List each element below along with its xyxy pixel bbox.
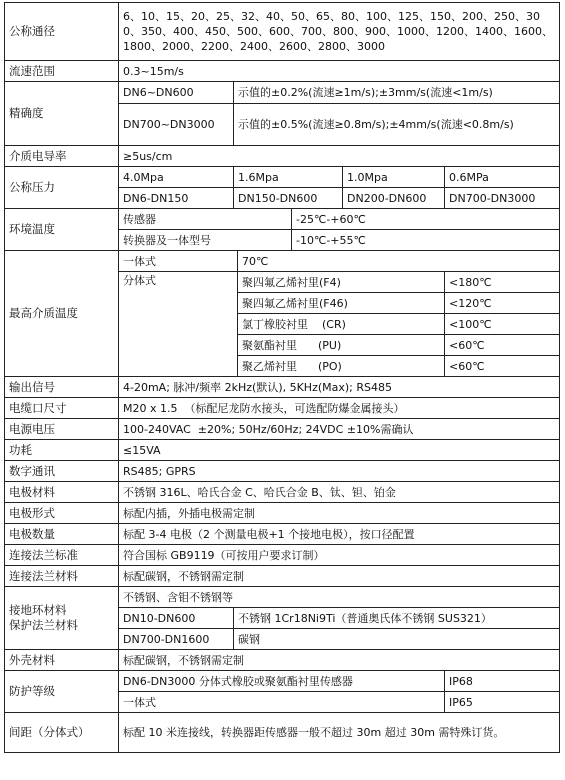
accuracy-value: 示值的±0.5%(流速≥0.8m/s);±4mm/s(流速<0.8m/s) bbox=[234, 104, 560, 146]
protection-name: 一体式 bbox=[119, 692, 445, 713]
row-label: 外壳材料 bbox=[5, 650, 119, 671]
row-value: 100-240VAC ±20%; 50Hz/60Hz; 24VDC ±10%需确认 bbox=[119, 419, 560, 440]
row-label: 精确度 bbox=[5, 82, 119, 146]
liner-value: <120℃ bbox=[445, 293, 560, 314]
accuracy-range: DN6~DN600 bbox=[119, 82, 234, 104]
row-label: 流速范围 bbox=[5, 61, 119, 82]
protect-flange-label: 保护法兰材料 bbox=[9, 618, 78, 632]
protection-name: DN6-DN3000 分体式橡胶或聚氨酯衬里传感器 bbox=[119, 671, 445, 692]
row-value: M20 x 1.5 （标配尼龙防水接头，可选配防爆金属接头） bbox=[119, 398, 560, 419]
liner-name: 聚氨酯衬里 (PU) bbox=[238, 335, 445, 356]
row-label: 功耗 bbox=[5, 440, 119, 461]
liner-value: <100℃ bbox=[445, 314, 560, 335]
table-row bbox=[5, 713, 560, 753]
table-row bbox=[5, 209, 560, 230]
pressure-value: 4.0Mpa bbox=[119, 167, 234, 188]
table-row bbox=[5, 398, 560, 419]
liner-value: <60℃ bbox=[445, 356, 560, 377]
table-row bbox=[5, 671, 560, 692]
table-row bbox=[5, 545, 560, 566]
table-row bbox=[5, 587, 560, 608]
table-row bbox=[5, 440, 560, 461]
ground-ring-range: DN700-DN1600 bbox=[119, 629, 234, 650]
ambient-name: 转换器及一体型号 bbox=[119, 230, 292, 251]
row-value: 标配内插，外插电极需定制 bbox=[119, 503, 560, 524]
table-row bbox=[5, 524, 560, 545]
row-value: ≥5us/cm bbox=[119, 146, 560, 167]
row-label: 介质电导率 bbox=[5, 146, 119, 167]
row-value: 不锈钢 316L、哈氏合金 C、哈氏合金 B、钛、钽、铂金 bbox=[119, 482, 560, 503]
ambient-value: -10℃-+55℃ bbox=[292, 230, 560, 251]
liner-name: 氯丁橡胶衬里 (CR) bbox=[238, 314, 445, 335]
protection-value: IP68 bbox=[445, 671, 560, 692]
table-row bbox=[5, 61, 560, 82]
row-label: 防护等级 bbox=[5, 671, 119, 713]
row-value: 不锈钢、含钼不锈钢等 bbox=[119, 587, 560, 608]
table-row bbox=[5, 482, 560, 503]
row-value: 4-20mA; 脉冲/频率 2kHz(默认), 5KHz(Max); RS485 bbox=[119, 377, 560, 398]
row-label: 电极材料 bbox=[5, 482, 119, 503]
table-row bbox=[5, 566, 560, 587]
max-temp-type: 分体式 bbox=[119, 272, 238, 377]
pressure-range: DN700-DN3000 bbox=[445, 188, 560, 209]
spec-table bbox=[4, 2, 560, 753]
table-row bbox=[5, 419, 560, 440]
ground-ring-label: 接地环材料 bbox=[9, 603, 67, 617]
row-value: ≤15VA bbox=[119, 440, 560, 461]
ground-ring-range: DN10-DN600 bbox=[119, 608, 234, 629]
row-label: 公称压力 bbox=[5, 167, 119, 209]
ambient-name: 传感器 bbox=[119, 209, 292, 230]
row-value: 6、10、15、20、25、32、40、50、65、80、100、125、150、200、250、300、350、400、450、500、600、700、800、900、1000、1200、1400、1600、1800、2000、2200、2400、2600、2800、3000 bbox=[119, 3, 560, 61]
row-label: 间距（分体式） bbox=[5, 713, 119, 753]
max-temp-value: 70℃ bbox=[238, 251, 560, 272]
accuracy-value: 示值的±0.2%(流速≥1m/s);±3mm/s(流速<1m/s) bbox=[234, 82, 560, 104]
liner-name: 聚四氟乙烯衬里(F46) bbox=[238, 293, 445, 314]
pressure-range: DN6-DN150 bbox=[119, 188, 234, 209]
row-label: 输出信号 bbox=[5, 377, 119, 398]
row-label: 电缆口尺寸 bbox=[5, 398, 119, 419]
table-row bbox=[5, 503, 560, 524]
row-value: 标配 3-4 电极（2 个测量电极+1 个接地电极），按口径配置 bbox=[119, 524, 560, 545]
table-row bbox=[5, 167, 560, 188]
row-value: 0.3~15m/s bbox=[119, 61, 560, 82]
ambient-value: -25℃-+60℃ bbox=[292, 209, 560, 230]
liner-name: 聚乙烯衬里 (PO) bbox=[238, 356, 445, 377]
pressure-range: DN200-DN600 bbox=[343, 188, 445, 209]
row-label: 公称通径 bbox=[5, 3, 119, 61]
max-temp-type: 一体式 bbox=[119, 251, 238, 272]
row-label bbox=[5, 587, 119, 650]
liner-value: <180℃ bbox=[445, 272, 560, 293]
liner-name: 聚四氟乙烯衬里(F4) bbox=[238, 272, 445, 293]
table-row bbox=[5, 146, 560, 167]
row-value: 标配碳钢，不锈钢需定制 bbox=[119, 566, 560, 587]
accuracy-range: DN700~DN3000 bbox=[119, 104, 234, 146]
ground-ring-value: 碳钢 bbox=[234, 629, 560, 650]
row-label: 连接法兰材料 bbox=[5, 566, 119, 587]
pressure-value: 0.6MPa bbox=[445, 167, 560, 188]
row-label: 连接法兰标准 bbox=[5, 545, 119, 566]
table-row bbox=[5, 82, 560, 104]
row-label: 电极形式 bbox=[5, 503, 119, 524]
table-row bbox=[5, 3, 560, 61]
table-row bbox=[5, 461, 560, 482]
liner-value: <60℃ bbox=[445, 335, 560, 356]
row-label: 最高介质温度 bbox=[5, 251, 119, 377]
row-value: 符合国标 GB9119（可按用户要求订制） bbox=[119, 545, 560, 566]
table-row bbox=[5, 377, 560, 398]
pressure-range: DN150-DN600 bbox=[234, 188, 343, 209]
table-row bbox=[5, 650, 560, 671]
protection-value: IP65 bbox=[445, 692, 560, 713]
row-label: 环境温度 bbox=[5, 209, 119, 251]
ground-ring-value: 不锈钢 1Cr18Ni9Ti（普通奥氏体不锈钢 SUS321） bbox=[234, 608, 560, 629]
row-value: RS485; GPRS bbox=[119, 461, 560, 482]
pressure-value: 1.6Mpa bbox=[234, 167, 343, 188]
row-value: 标配 10 米连接线，转换器距传感器一般不超过 30m 超过 30m 需特殊订货。 bbox=[119, 713, 560, 753]
row-label: 电极数量 bbox=[5, 524, 119, 545]
row-value: 标配碳钢，不锈钢需定制 bbox=[119, 650, 560, 671]
pressure-value: 1.0Mpa bbox=[343, 167, 445, 188]
row-label: 电源电压 bbox=[5, 419, 119, 440]
row-label: 数字通讯 bbox=[5, 461, 119, 482]
table-row bbox=[5, 251, 560, 272]
